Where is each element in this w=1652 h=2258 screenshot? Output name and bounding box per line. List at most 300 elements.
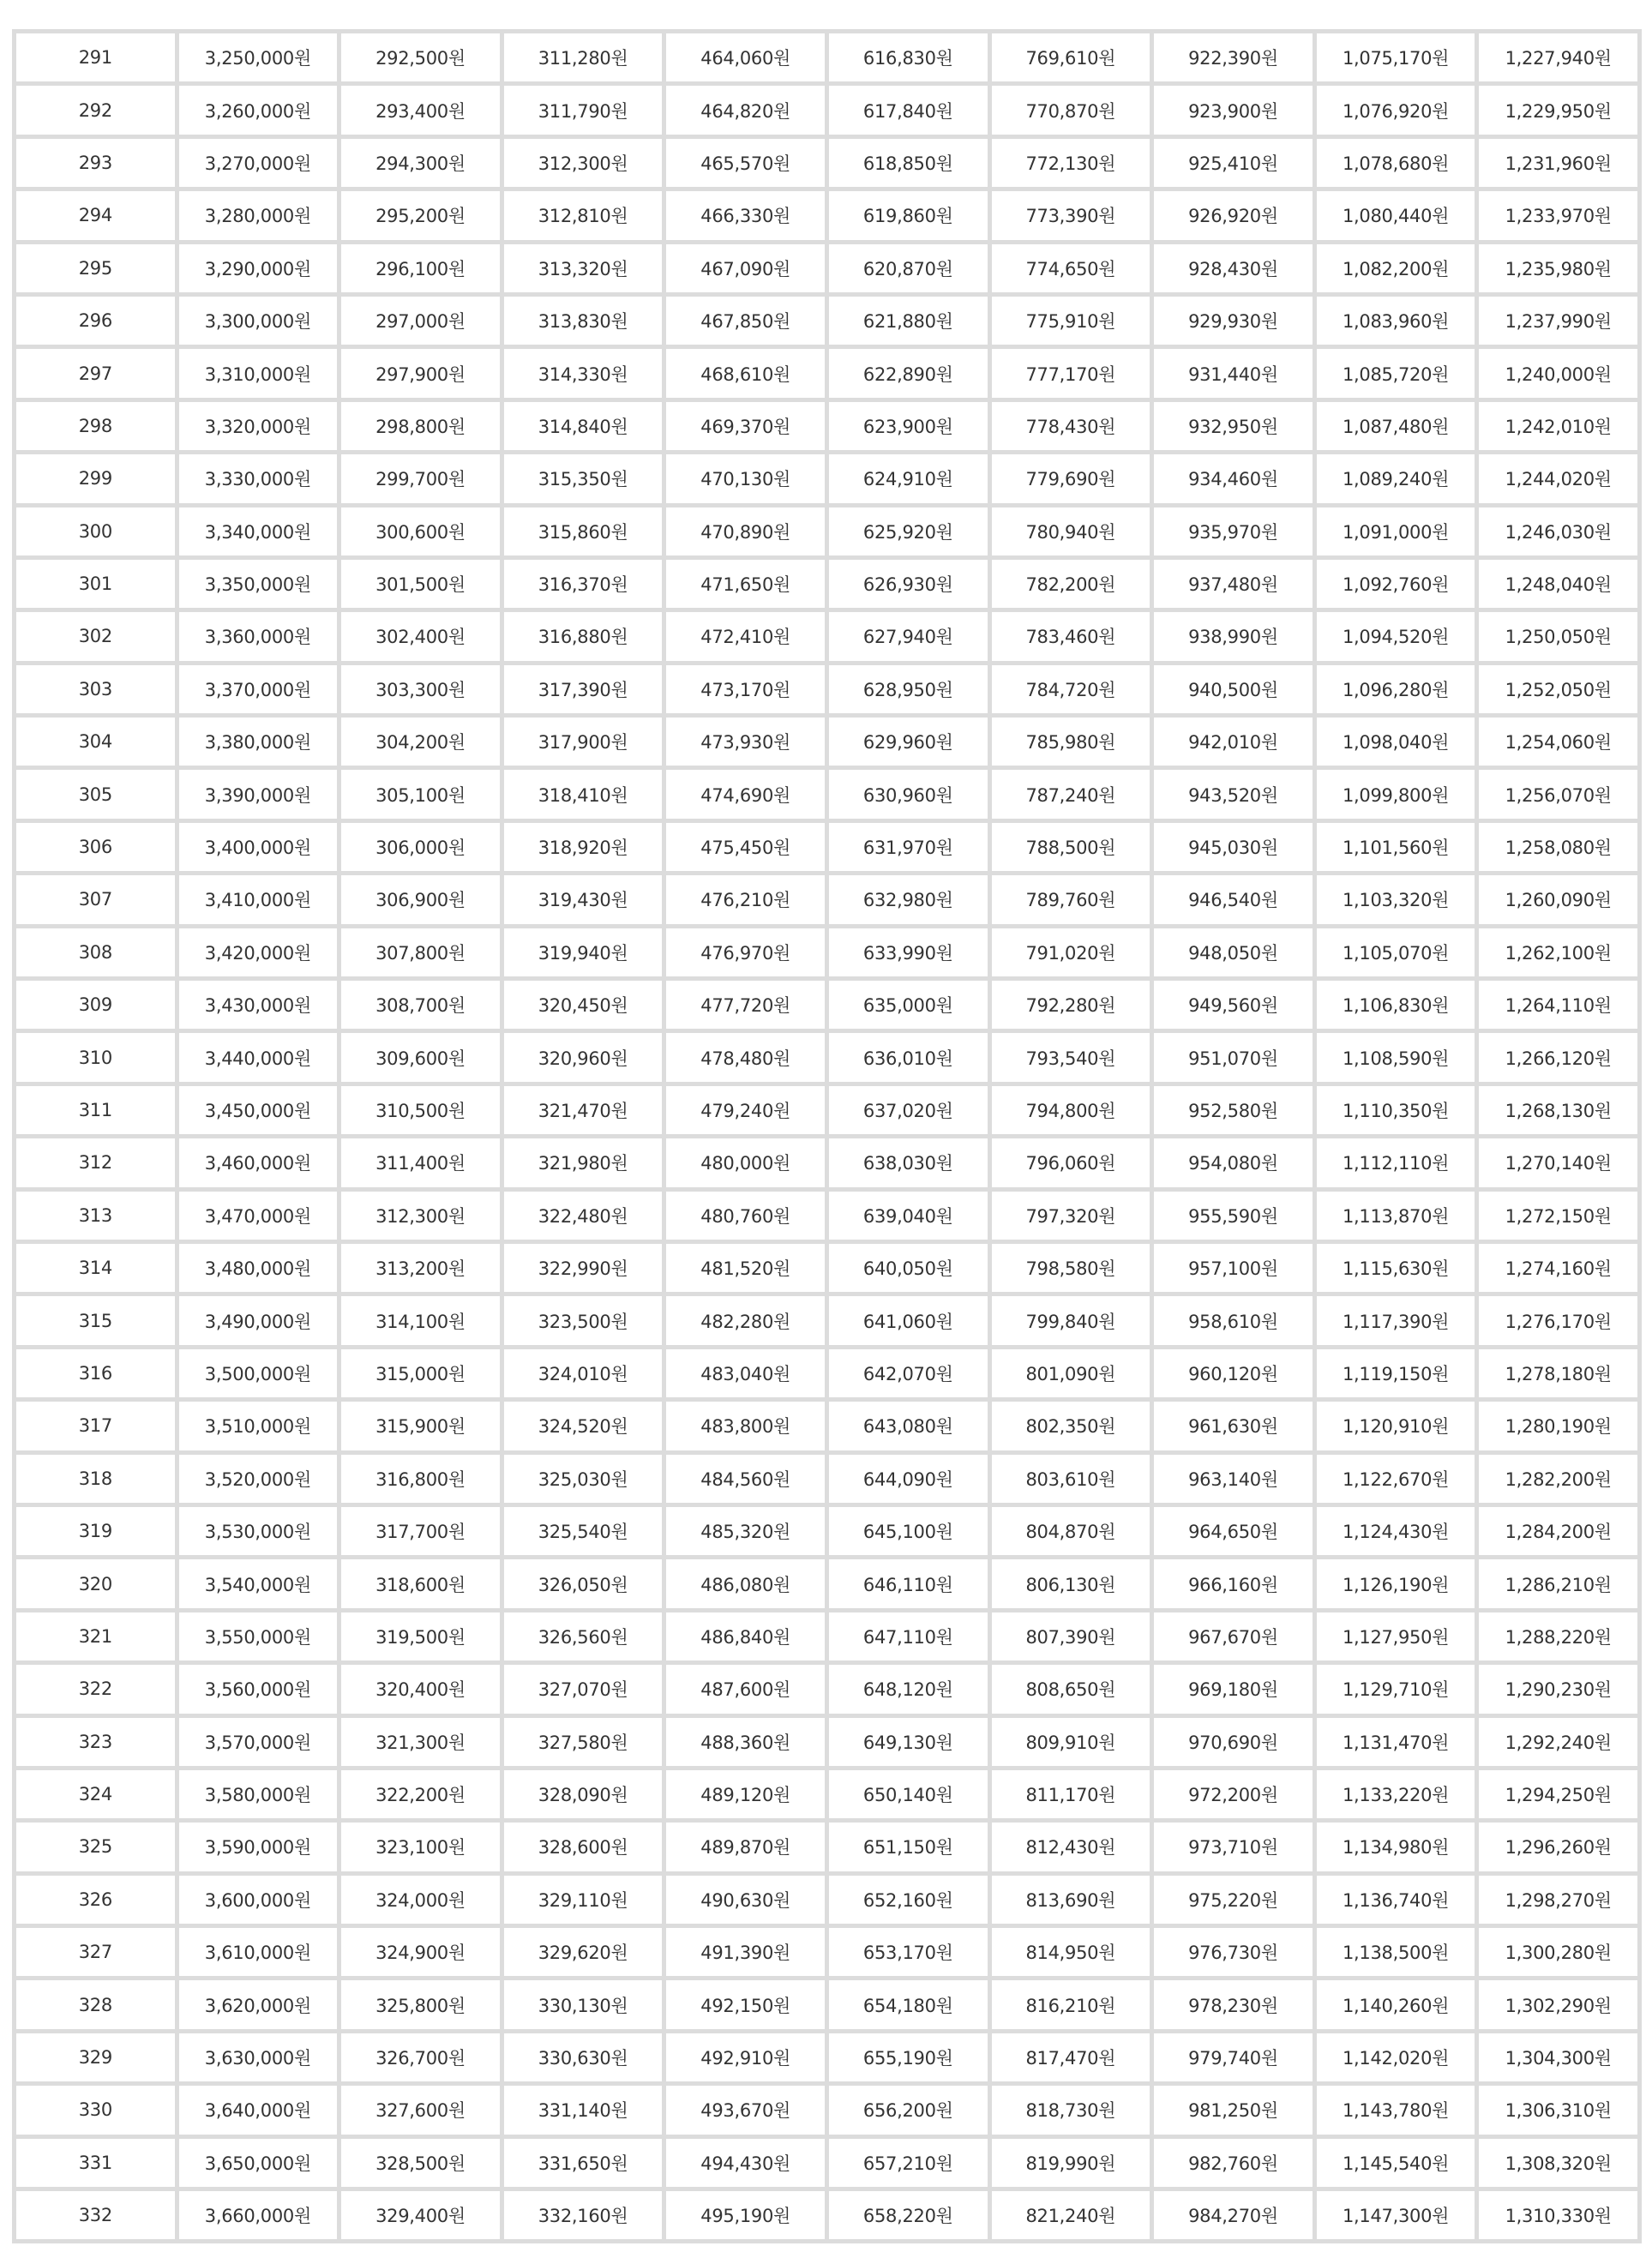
amount-cell: 490,630원 (666, 1876, 825, 1924)
amount-cell: 1,268,130원 (1479, 1086, 1637, 1134)
table-row (16, 349, 1637, 397)
amount-cell: 476,210원 (666, 875, 825, 923)
amount-cell: 942,010원 (1154, 718, 1313, 766)
row-number-cell: 295 (16, 244, 175, 292)
amount-cell: 784,720원 (992, 665, 1150, 713)
amount-cell: 315,900원 (341, 1402, 500, 1450)
amount-cell: 961,630원 (1154, 1402, 1313, 1450)
amount-cell: 487,600원 (666, 1665, 825, 1713)
row-number-cell: 316 (16, 1349, 175, 1397)
amount-cell: 1,266,120원 (1479, 1033, 1637, 1081)
amount-cell: 1,310,330원 (1479, 2191, 1637, 2239)
amount-cell: 464,820원 (666, 86, 825, 134)
amount-cell: 3,290,000원 (179, 244, 338, 292)
amount-cell: 978,230원 (1154, 1980, 1313, 2028)
amount-cell: 320,450원 (504, 981, 663, 1029)
amount-cell: 1,082,200원 (1317, 244, 1475, 292)
amount-cell: 618,850원 (829, 139, 988, 187)
amount-cell: 3,450,000원 (179, 1086, 338, 1134)
amount-cell: 774,650원 (992, 244, 1150, 292)
table-row (16, 1507, 1637, 1555)
amount-cell: 312,810원 (504, 191, 663, 239)
amount-cell: 811,170원 (992, 1770, 1150, 1818)
amount-cell: 1,237,990원 (1479, 297, 1637, 345)
amount-cell: 320,960원 (504, 1033, 663, 1081)
amount-cell: 325,800원 (341, 1980, 500, 2028)
amount-cell: 3,550,000원 (179, 1612, 338, 1660)
amount-cell: 329,400원 (341, 2191, 500, 2239)
amount-cell: 321,980원 (504, 1138, 663, 1186)
amount-cell: 619,860원 (829, 191, 988, 239)
amount-cell: 1,300,280원 (1479, 1928, 1637, 1976)
amount-cell: 3,570,000원 (179, 1718, 338, 1766)
amount-cell: 948,050원 (1154, 928, 1313, 976)
amount-cell: 1,233,970원 (1479, 191, 1637, 239)
amount-cell: 982,760원 (1154, 2139, 1313, 2187)
amount-cell: 3,600,000원 (179, 1876, 338, 1924)
amount-cell: 821,240원 (992, 2191, 1150, 2239)
amount-cell: 327,070원 (504, 1665, 663, 1713)
amount-cell: 1,252,050원 (1479, 665, 1637, 713)
amount-cell: 473,170원 (666, 665, 825, 713)
amount-cell: 319,430원 (504, 875, 663, 923)
amount-cell: 3,650,000원 (179, 2139, 338, 2187)
amount-cell: 926,920원 (1154, 191, 1313, 239)
amount-cell: 318,920원 (504, 823, 663, 871)
amount-cell: 772,130원 (992, 139, 1150, 187)
table-row (16, 1244, 1637, 1292)
amount-cell: 3,610,000원 (179, 1928, 338, 1976)
amount-cell: 1,280,190원 (1479, 1402, 1637, 1450)
amount-cell: 3,440,000원 (179, 1033, 338, 1081)
amount-cell: 3,510,000원 (179, 1402, 338, 1450)
row-number-cell: 300 (16, 507, 175, 555)
amount-cell: 814,950원 (992, 1928, 1150, 1976)
amount-cell: 319,940원 (504, 928, 663, 976)
amount-cell: 315,860원 (504, 507, 663, 555)
amount-cell: 317,700원 (341, 1507, 500, 1555)
amount-cell: 324,520원 (504, 1402, 663, 1450)
amount-cell: 3,380,000원 (179, 718, 338, 766)
amount-cell: 1,282,200원 (1479, 1455, 1637, 1503)
row-number-cell: 331 (16, 2139, 175, 2187)
amount-cell: 1,112,110원 (1317, 1138, 1475, 1186)
amount-cell: 1,298,270원 (1479, 1876, 1637, 1924)
table-row (16, 2191, 1637, 2239)
table-row (16, 1665, 1637, 1713)
amount-cell: 326,700원 (341, 2033, 500, 2081)
amount-cell: 1,142,020원 (1317, 2033, 1475, 2081)
row-number-cell: 332 (16, 2191, 175, 2239)
amount-cell: 650,140원 (829, 1770, 988, 1818)
amount-cell: 295,200원 (341, 191, 500, 239)
amount-cell: 3,250,000원 (179, 33, 338, 81)
amount-cell: 309,600원 (341, 1033, 500, 1081)
amount-cell: 3,460,000원 (179, 1138, 338, 1186)
amount-cell: 791,020원 (992, 928, 1150, 976)
amount-cell: 3,260,000원 (179, 86, 338, 134)
table-row (16, 1928, 1637, 1976)
amount-cell: 769,610원 (992, 33, 1150, 81)
amount-cell: 775,910원 (992, 297, 1150, 345)
amount-cell: 617,840원 (829, 86, 988, 134)
table-row (16, 823, 1637, 871)
amount-cell: 322,990원 (504, 1244, 663, 1292)
amount-cell: 3,490,000원 (179, 1296, 338, 1344)
amount-cell: 476,970원 (666, 928, 825, 976)
amount-cell: 1,083,960원 (1317, 297, 1475, 345)
table-row (16, 402, 1637, 450)
amount-cell: 318,410원 (504, 770, 663, 818)
amount-cell: 297,900원 (341, 349, 500, 397)
amount-cell: 938,990원 (1154, 612, 1313, 660)
amount-cell: 647,110원 (829, 1612, 988, 1660)
amount-cell: 311,280원 (504, 33, 663, 81)
amount-cell: 466,330원 (666, 191, 825, 239)
table-row (16, 507, 1637, 555)
amount-cell: 1,260,090원 (1479, 875, 1637, 923)
row-number-cell: 306 (16, 823, 175, 871)
amount-cell: 799,840원 (992, 1296, 1150, 1344)
amount-cell: 3,470,000원 (179, 1192, 338, 1240)
row-number-cell: 318 (16, 1455, 175, 1503)
amount-cell: 465,570원 (666, 139, 825, 187)
amount-cell: 482,280원 (666, 1296, 825, 1344)
amount-cell: 3,400,000원 (179, 823, 338, 871)
amount-cell: 779,690원 (992, 454, 1150, 502)
amount-cell: 787,240원 (992, 770, 1150, 818)
amount-cell: 488,360원 (666, 1718, 825, 1766)
row-number-cell: 319 (16, 1507, 175, 1555)
amount-cell: 652,160원 (829, 1876, 988, 1924)
table-container (12, 29, 1642, 2243)
amount-cell: 931,440원 (1154, 349, 1313, 397)
amount-cell: 3,560,000원 (179, 1665, 338, 1713)
amount-cell: 323,500원 (504, 1296, 663, 1344)
amount-cell: 981,250원 (1154, 2086, 1313, 2134)
amount-cell: 1,272,150원 (1479, 1192, 1637, 1240)
amount-cell: 306,900원 (341, 875, 500, 923)
row-number-cell: 321 (16, 1612, 175, 1660)
amount-cell: 1,134,980원 (1317, 1823, 1475, 1871)
amount-cell: 292,500원 (341, 33, 500, 81)
row-number-cell: 326 (16, 1876, 175, 1924)
amount-cell: 1,270,140원 (1479, 1138, 1637, 1186)
amount-cell: 470,130원 (666, 454, 825, 502)
table-row (16, 981, 1637, 1029)
amount-cell: 467,850원 (666, 297, 825, 345)
amount-cell: 331,140원 (504, 2086, 663, 2134)
amount-cell: 628,950원 (829, 665, 988, 713)
amount-cell: 963,140원 (1154, 1455, 1313, 1503)
amount-cell: 1,117,390원 (1317, 1296, 1475, 1344)
amount-cell: 1,131,470원 (1317, 1718, 1475, 1766)
amount-cell: 646,110원 (829, 1559, 988, 1607)
amount-cell: 331,650원 (504, 2139, 663, 2187)
amount-cell: 298,800원 (341, 402, 500, 450)
amount-cell: 3,310,000원 (179, 349, 338, 397)
row-number-cell: 294 (16, 191, 175, 239)
row-number-cell: 297 (16, 349, 175, 397)
amount-cell: 949,560원 (1154, 981, 1313, 1029)
amount-cell: 306,000원 (341, 823, 500, 871)
amount-cell: 315,350원 (504, 454, 663, 502)
row-number-cell: 323 (16, 1718, 175, 1766)
amount-cell: 319,500원 (341, 1612, 500, 1660)
amount-cell: 929,930원 (1154, 297, 1313, 345)
amount-cell: 1,076,920원 (1317, 86, 1475, 134)
amount-cell: 1,124,430원 (1317, 1507, 1475, 1555)
amount-cell: 313,830원 (504, 297, 663, 345)
amount-cell: 1,250,050원 (1479, 612, 1637, 660)
amount-cell: 322,480원 (504, 1192, 663, 1240)
row-number-cell: 328 (16, 1980, 175, 2028)
amount-cell: 1,078,680원 (1317, 139, 1475, 187)
amount-cell: 1,308,320원 (1479, 2139, 1637, 2187)
amount-cell: 317,900원 (504, 718, 663, 766)
amount-cell: 475,450원 (666, 823, 825, 871)
row-number-cell: 320 (16, 1559, 175, 1607)
table-row (16, 2086, 1637, 2134)
amount-cell: 943,520원 (1154, 770, 1313, 818)
amount-cell: 483,800원 (666, 1402, 825, 1450)
amount-cell: 3,340,000원 (179, 507, 338, 555)
amount-cell: 645,100원 (829, 1507, 988, 1555)
amount-cell: 937,480원 (1154, 560, 1313, 608)
amount-cell: 1,274,160원 (1479, 1244, 1637, 1292)
amount-cell: 955,590원 (1154, 1192, 1313, 1240)
amount-cell: 3,430,000원 (179, 981, 338, 1029)
row-number-cell: 292 (16, 86, 175, 134)
amount-cell: 642,070원 (829, 1349, 988, 1397)
row-number-cell: 293 (16, 139, 175, 187)
amount-cell: 653,170원 (829, 1928, 988, 1976)
table-body (16, 33, 1637, 2239)
amount-cell: 311,400원 (341, 1138, 500, 1186)
amount-cell: 984,270원 (1154, 2191, 1313, 2239)
amount-cell: 484,560원 (666, 1455, 825, 1503)
amount-cell: 797,320원 (992, 1192, 1150, 1240)
amount-cell: 1,244,020원 (1479, 454, 1637, 502)
amount-cell: 1,094,520원 (1317, 612, 1475, 660)
amount-cell: 481,520원 (666, 1244, 825, 1292)
table-row (16, 1876, 1637, 1924)
amount-cell: 311,790원 (504, 86, 663, 134)
amount-cell: 3,270,000원 (179, 139, 338, 187)
amount-cell: 312,300원 (504, 139, 663, 187)
amount-cell: 312,300원 (341, 1192, 500, 1240)
row-number-cell: 302 (16, 612, 175, 660)
amount-cell: 1,096,280원 (1317, 665, 1475, 713)
row-number-cell: 307 (16, 875, 175, 923)
amount-cell: 789,760원 (992, 875, 1150, 923)
table-row (16, 612, 1637, 660)
amount-cell: 1,304,300원 (1479, 2033, 1637, 2081)
amount-cell: 492,150원 (666, 1980, 825, 2028)
amount-cell: 770,870원 (992, 86, 1150, 134)
amount-cell: 623,900원 (829, 402, 988, 450)
amount-cell: 1,242,010원 (1479, 402, 1637, 450)
amount-cell: 1,089,240원 (1317, 454, 1475, 502)
table-row (16, 1770, 1637, 1818)
amount-cell: 472,410원 (666, 612, 825, 660)
amount-cell: 1,227,940원 (1479, 33, 1637, 81)
amount-cell: 316,800원 (341, 1455, 500, 1503)
amount-cell: 469,370원 (666, 402, 825, 450)
table-row (16, 1980, 1637, 2028)
amount-cell: 479,240원 (666, 1086, 825, 1134)
amount-cell: 299,700원 (341, 454, 500, 502)
amount-cell: 477,720원 (666, 981, 825, 1029)
table-row (16, 1402, 1637, 1450)
amount-cell: 641,060원 (829, 1296, 988, 1344)
amount-cell: 1,262,100원 (1479, 928, 1637, 976)
amount-cell: 495,190원 (666, 2191, 825, 2239)
amount-cell: 310,500원 (341, 1086, 500, 1134)
amount-cell: 1,290,230원 (1479, 1665, 1637, 1713)
amount-cell: 307,800원 (341, 928, 500, 976)
amount-cell: 1,113,870원 (1317, 1192, 1475, 1240)
table-row (16, 244, 1637, 292)
amount-cell: 317,390원 (504, 665, 663, 713)
amount-cell: 1,278,180원 (1479, 1349, 1637, 1397)
amount-cell: 297,000원 (341, 297, 500, 345)
row-number-cell: 298 (16, 402, 175, 450)
amount-cell: 3,370,000원 (179, 665, 338, 713)
amount-cell: 3,500,000원 (179, 1349, 338, 1397)
amount-cell: 1,108,590원 (1317, 1033, 1475, 1081)
amount-cell: 1,276,170원 (1479, 1296, 1637, 1344)
amount-cell: 794,800원 (992, 1086, 1150, 1134)
amount-cell: 328,500원 (341, 2139, 500, 2187)
amount-cell: 964,650원 (1154, 1507, 1313, 1555)
amount-cell: 323,100원 (341, 1823, 500, 1871)
amount-cell: 470,890원 (666, 507, 825, 555)
amount-cell: 1,126,190원 (1317, 1559, 1475, 1607)
table-row (16, 33, 1637, 81)
amount-cell: 1,091,000원 (1317, 507, 1475, 555)
amount-cell: 321,470원 (504, 1086, 663, 1134)
amount-cell: 3,350,000원 (179, 560, 338, 608)
amount-cell: 1,105,070원 (1317, 928, 1475, 976)
table-row (16, 2139, 1637, 2187)
amount-cell: 3,540,000원 (179, 1559, 338, 1607)
amount-cell: 314,100원 (341, 1296, 500, 1344)
amount-cell: 492,910원 (666, 2033, 825, 2081)
amount-cell: 330,130원 (504, 1980, 663, 2028)
amount-cell: 812,430원 (992, 1823, 1150, 1871)
amount-cell: 313,200원 (341, 1244, 500, 1292)
amount-cell: 1,106,830원 (1317, 981, 1475, 1029)
amount-cell: 1,254,060원 (1479, 718, 1637, 766)
row-number-cell: 310 (16, 1033, 175, 1081)
amount-cell: 1,133,220원 (1317, 1770, 1475, 1818)
amount-cell: 326,050원 (504, 1559, 663, 1607)
row-number-cell: 291 (16, 33, 175, 81)
row-number-cell: 296 (16, 297, 175, 345)
amount-cell: 473,930원 (666, 718, 825, 766)
amount-cell: 639,040원 (829, 1192, 988, 1240)
amount-cell: 970,690원 (1154, 1718, 1313, 1766)
amount-cell: 489,120원 (666, 1770, 825, 1818)
amount-cell: 819,990원 (992, 2139, 1150, 2187)
amount-cell: 627,940원 (829, 612, 988, 660)
amount-cell: 3,320,000원 (179, 402, 338, 450)
table-row (16, 1192, 1637, 1240)
amount-cell: 633,990원 (829, 928, 988, 976)
amount-cell: 1,119,150원 (1317, 1349, 1475, 1397)
amount-cell: 3,520,000원 (179, 1455, 338, 1503)
table-row (16, 454, 1637, 502)
amount-cell: 952,580원 (1154, 1086, 1313, 1134)
amount-cell: 932,950원 (1154, 402, 1313, 450)
amount-cell: 785,980원 (992, 718, 1150, 766)
table-row (16, 1455, 1637, 1503)
table-row (16, 191, 1637, 239)
row-number-cell: 317 (16, 1402, 175, 1450)
table-row (16, 1349, 1637, 1397)
amount-cell: 480,000원 (666, 1138, 825, 1186)
amount-cell: 303,300원 (341, 665, 500, 713)
amount-cell: 1,296,260원 (1479, 1823, 1637, 1871)
amount-cell: 1,145,540원 (1317, 2139, 1475, 2187)
amount-cell: 3,530,000원 (179, 1507, 338, 1555)
amount-cell: 1,122,670원 (1317, 1455, 1475, 1503)
amount-cell: 3,640,000원 (179, 2086, 338, 2134)
table-row (16, 1718, 1637, 1766)
amount-cell: 792,280원 (992, 981, 1150, 1029)
amount-cell: 3,630,000원 (179, 2033, 338, 2081)
amount-cell: 1,103,320원 (1317, 875, 1475, 923)
amount-cell: 328,090원 (504, 1770, 663, 1818)
amount-cell: 464,060원 (666, 33, 825, 81)
amount-cell: 973,710원 (1154, 1823, 1313, 1871)
row-number-cell: 305 (16, 770, 175, 818)
amount-cell: 300,600원 (341, 507, 500, 555)
amount-cell: 1,127,950원 (1317, 1612, 1475, 1660)
row-number-cell: 304 (16, 718, 175, 766)
amount-cell: 620,870원 (829, 244, 988, 292)
row-number-cell: 311 (16, 1086, 175, 1134)
amount-cell: 1,099,800원 (1317, 770, 1475, 818)
row-number-cell: 299 (16, 454, 175, 502)
amount-cell: 802,350원 (992, 1402, 1150, 1450)
amount-cell: 3,280,000원 (179, 191, 338, 239)
amount-cell: 489,870원 (666, 1823, 825, 1871)
amount-cell: 782,200원 (992, 560, 1150, 608)
amount-cell: 1,080,440원 (1317, 191, 1475, 239)
amount-cell: 3,580,000원 (179, 1770, 338, 1818)
amount-cell: 1,264,110원 (1479, 981, 1637, 1029)
amount-cell: 934,460원 (1154, 454, 1313, 502)
amount-cell: 966,160원 (1154, 1559, 1313, 1607)
amount-cell: 773,390원 (992, 191, 1150, 239)
amount-cell: 621,880원 (829, 297, 988, 345)
amount-cell: 467,090원 (666, 244, 825, 292)
row-number-cell: 308 (16, 928, 175, 976)
amount-cell: 1,098,040원 (1317, 718, 1475, 766)
amount-cell: 3,480,000원 (179, 1244, 338, 1292)
amount-cell: 979,740원 (1154, 2033, 1313, 2081)
amount-cell: 316,370원 (504, 560, 663, 608)
amount-cell: 1,136,740원 (1317, 1876, 1475, 1924)
row-number-cell: 325 (16, 1823, 175, 1871)
amount-cell: 793,540원 (992, 1033, 1150, 1081)
amount-cell: 486,080원 (666, 1559, 825, 1607)
row-number-cell: 309 (16, 981, 175, 1029)
amount-cell: 806,130원 (992, 1559, 1150, 1607)
row-number-cell: 329 (16, 2033, 175, 2081)
